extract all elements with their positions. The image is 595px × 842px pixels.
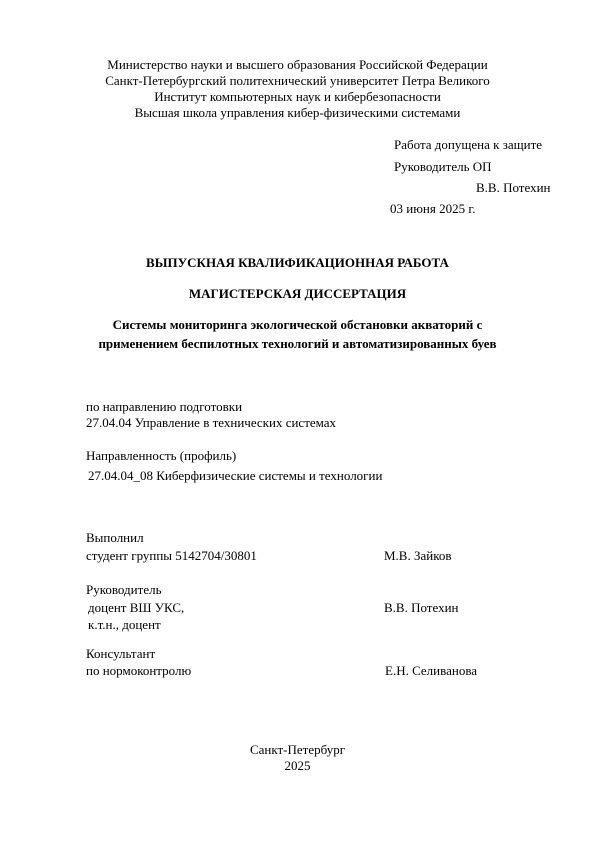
direction-label: по направлению подготовки [86,399,243,414]
footer-city: Санкт-Петербург [249,742,346,757]
supervisor-degree: к.т.н., доцент [88,617,161,632]
consultant-detail: по нормоконтролю [86,663,192,678]
school-line: Высшая школа управления кибер-физическими системами [134,105,461,120]
consultant-label: Консультант [86,646,156,661]
institution-header [0,57,595,121]
university-line: Санкт-Петербургский политехнический университет Петра Великого [105,73,490,88]
admitted-to-defense: Работа допущена к защите [394,137,543,152]
supervisor-name: В.В. Потехин [384,600,459,615]
approval-date: 03 июня 2025 г. [390,201,476,216]
profile-value: 27.04.04_08 Киберфизические системы и технологии [88,468,383,483]
footer-year: 2025 [284,758,311,773]
footer [0,742,595,774]
thesis-topic-line-1: Системы мониторинга экологической обстановки акваторий с [112,317,483,332]
approval-role: Руководитель ОП [394,159,492,174]
performer-label: Выполнил [86,530,144,545]
ministry-line: Министерство науки и высшего образования Российской Федерации [107,57,488,72]
consultant-name: Е.Н. Селиванова [385,663,478,678]
direction-value: 27.04.04 Управление в технических системах [86,415,337,430]
performer-name: М.В. Зайков [384,548,452,563]
profile-label: Направленность (профиль) [86,448,237,463]
approval-name: В.В. Потехин [476,180,551,195]
thesis-topic-line-2: применением беспилотных технологий и автоматизированных буев [98,336,497,351]
degree-title: МАГИСТЕРСКАЯ ДИССЕРТАЦИЯ [188,286,407,301]
supervisor-position: доцент ВШ УКС, [88,600,185,615]
performer-detail: студент группы 5142704/30801 [86,548,257,563]
work-type-title: ВЫПУСКНАЯ КВАЛИФИКАЦИОННАЯ РАБОТА [146,255,449,270]
supervisor-label: Руководитель [86,582,162,597]
thesis-topic [0,315,595,353]
institute-line: Институт компьютерных наук и кибербезопасности [154,89,441,104]
